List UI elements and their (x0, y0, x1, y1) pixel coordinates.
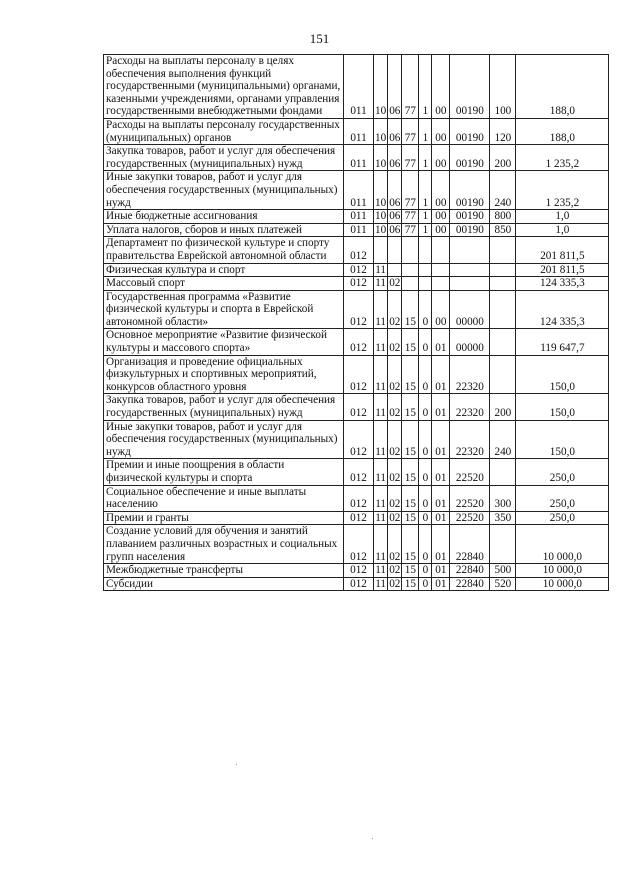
row-name: Закупка товаров, работ и услуг для обеспечения государственных (муниципальных) нужд (104, 394, 344, 420)
subprogram-code: 0 (419, 577, 432, 591)
row-name: Межбюджетные трансферты (104, 564, 344, 578)
expense-type-code (490, 329, 516, 355)
table-row (104, 459, 609, 485)
section-code: 11 (374, 459, 388, 485)
expense-type-code: 300 (490, 485, 516, 511)
amount: 188,0 (516, 55, 609, 119)
subsection-code: 02 (388, 355, 402, 394)
amount: 124 335,3 (516, 277, 609, 291)
section-code: 11 (374, 525, 388, 564)
section-code: 11 (375, 277, 386, 290)
row-name: Премии и иные поощрения в области физической культуры и спорта (104, 459, 344, 485)
subprogram-code: 0 (419, 420, 432, 459)
subprogram-code: 0 (419, 485, 432, 511)
section-code: 10 (374, 171, 388, 210)
row-name: Основное мероприятие «Развитие физической культуры и массового спорта» (104, 329, 344, 355)
table-row (104, 564, 609, 578)
subsection-code: 02 (389, 511, 401, 524)
row-name: Департамент по физической культуре и спорту правительства Еврейской автономной области (104, 237, 344, 263)
subsection-code: 02 (389, 277, 401, 290)
row-name: Социальное обеспечение и иные выплаты населению (104, 485, 344, 511)
expense-type-code: 350 (490, 511, 516, 525)
expense-type-code (490, 263, 516, 277)
direction-code: 22320 (450, 355, 490, 394)
section-code: 11 (375, 577, 386, 590)
activity-code: 01 (432, 329, 450, 355)
program-code: 77 (402, 118, 419, 144)
program-code: 15 (402, 564, 419, 578)
activity-code: 01 (432, 459, 450, 485)
ved-code: 012 (344, 564, 374, 578)
activity-code: 00 (432, 290, 450, 329)
direction-code: 00190 (450, 171, 490, 210)
ved-code: 011 (344, 118, 374, 144)
program-code: 15 (402, 290, 419, 329)
activity-code (432, 237, 450, 263)
expense-type-code: 800 (490, 210, 516, 224)
amount: 250,0 (516, 485, 609, 511)
table-row (104, 210, 609, 224)
amount: 150,0 (516, 420, 609, 459)
program-code: 77 (402, 210, 419, 224)
direction-code: 00190 (450, 210, 490, 224)
expense-type-code: 100 (490, 55, 516, 119)
subprogram-code: 0 (419, 564, 432, 578)
activity-code: 00 (432, 171, 450, 210)
subprogram-code: 1 (419, 145, 432, 171)
program-code (402, 277, 419, 291)
program-code: 15 (402, 329, 419, 355)
ved-code: 011 (344, 145, 374, 171)
expense-type-code (490, 355, 516, 394)
expense-type-code: 120 (490, 118, 516, 144)
subsection-code: 06 (389, 210, 401, 223)
ved-code: 012 (344, 355, 374, 394)
amount: 1,0 (516, 223, 609, 237)
ved-code: 011 (344, 171, 374, 210)
section-code: 10 (374, 118, 388, 144)
activity-code: 01 (432, 355, 450, 394)
table-row (104, 290, 609, 329)
activity-code: 01 (432, 564, 450, 578)
program-code (402, 237, 419, 263)
row-name: Государственная программа «Развитие физической культуры и спорта в Еврейской автономной области» (104, 290, 344, 329)
table-row (104, 55, 609, 119)
subsection-code: 06 (388, 171, 402, 210)
subprogram-code: 1 (419, 210, 432, 224)
amount: 119 647,7 (516, 329, 609, 355)
activity-code: 01 (432, 485, 450, 511)
row-name: Иные закупки товаров, работ и услуг для обеспечения государственных (муниципальных) нужд (104, 171, 344, 210)
subprogram-code: 0 (419, 394, 432, 420)
direction-code: 22520 (450, 459, 490, 485)
subprogram-code: 1 (419, 118, 432, 144)
program-code: 15 (402, 355, 419, 394)
subprogram-code (419, 263, 432, 277)
expense-type-code: 500 (490, 564, 516, 578)
amount: 150,0 (516, 355, 609, 394)
ved-code: 012 (344, 420, 374, 459)
expense-type-code (490, 290, 516, 329)
activity-code (432, 263, 450, 277)
amount: 250,0 (516, 459, 609, 485)
direction-code: 00190 (450, 118, 490, 144)
row-name: Расходы на выплаты персоналу государственных (муниципальных) органов (104, 118, 344, 144)
row-name: Иные бюджетные ассигнования (104, 210, 344, 224)
program-code: 15 (402, 459, 419, 485)
table-row (104, 525, 609, 564)
program-code: 77 (402, 55, 419, 119)
section-code: 11 (374, 420, 388, 459)
amount: 10 000,0 (516, 525, 609, 564)
subsection-code: 02 (389, 564, 401, 577)
subsection-code: 02 (388, 394, 402, 420)
ved-code: 011 (344, 223, 374, 237)
section-code: 10 (374, 145, 388, 171)
subprogram-code: 1 (419, 55, 432, 119)
direction-code (450, 237, 490, 263)
ved-code: 011 (344, 55, 374, 119)
ved-code: 011 (344, 210, 374, 224)
program-code: 15 (402, 420, 419, 459)
program-code: 15 (402, 511, 419, 525)
expense-type-code (490, 525, 516, 564)
ved-code: 012 (344, 394, 374, 420)
expense-type-code (490, 277, 516, 291)
expense-type-code: 200 (490, 145, 516, 171)
subsection-code: 06 (388, 55, 402, 119)
section-code: 11 (375, 564, 386, 577)
table-row (104, 329, 609, 355)
subsection-code: 02 (388, 329, 402, 355)
amount: 1,0 (516, 210, 609, 224)
subsection-code: 02 (388, 290, 402, 329)
row-name: Закупка товаров, работ и услуг для обеспечения государственных (муниципальных) нужд (104, 145, 344, 171)
subprogram-code: 0 (419, 511, 432, 525)
subsection-code: 02 (388, 459, 402, 485)
subprogram-code: 0 (419, 290, 432, 329)
section-code: 10 (374, 55, 388, 119)
subsection-code (388, 237, 402, 263)
activity-code: 01 (432, 577, 450, 591)
subprogram-code: 0 (419, 355, 432, 394)
activity-code: 00 (432, 145, 450, 171)
ved-code: 012 (344, 290, 374, 329)
section-code: 10 (375, 223, 387, 236)
row-name: Физическая культура и спорт (104, 263, 344, 277)
row-name: Уплата налогов, сборов и иных платежей (104, 223, 344, 237)
direction-code: 22840 (450, 564, 490, 578)
direction-code: 22320 (450, 420, 490, 459)
expense-type-code: 200 (490, 394, 516, 420)
ved-code: 012 (344, 459, 374, 485)
subprogram-code: 1 (419, 223, 432, 237)
section-code: 11 (375, 511, 386, 524)
amount: 150,0 (516, 394, 609, 420)
ved-code: 012 (344, 237, 374, 263)
row-name: Организация и проведение официальных физкультурных и спортивных мероприятий, конкурсов областного уровня (104, 355, 344, 394)
direction-code: 22320 (450, 394, 490, 420)
direction-code: 00000 (450, 329, 490, 355)
direction-code: 22520 (450, 485, 490, 511)
activity-code: 00 (432, 118, 450, 144)
page-number: 151 (309, 31, 330, 46)
section-code: 11 (375, 263, 386, 276)
program-code: 77 (402, 171, 419, 210)
scan-speck (372, 838, 373, 839)
amount: 188,0 (516, 118, 609, 144)
subsection-code: 06 (389, 223, 401, 236)
section-code (374, 237, 388, 263)
amount: 124 335,3 (516, 290, 609, 329)
direction-code (450, 263, 490, 277)
activity-code: 00 (432, 55, 450, 119)
subsection-code: 02 (388, 525, 402, 564)
table-row (104, 223, 609, 237)
direction-code: 22840 (450, 525, 490, 564)
ved-code: 012 (344, 577, 374, 591)
amount: 250,0 (516, 511, 609, 525)
subsection-code: 02 (389, 577, 401, 590)
ved-code: 012 (344, 263, 374, 277)
subprogram-code: 1 (419, 171, 432, 210)
direction-code: 00190 (450, 223, 490, 237)
program-code: 77 (402, 145, 419, 171)
row-name: Субсидии (104, 577, 344, 591)
section-code: 11 (374, 355, 388, 394)
activity-code: 01 (432, 420, 450, 459)
table-row (104, 394, 609, 420)
amount: 10 000,0 (516, 564, 609, 578)
program-code: 77 (402, 223, 419, 237)
subprogram-code (419, 277, 432, 291)
direction-code: 00190 (450, 145, 490, 171)
expense-type-code: 850 (490, 223, 516, 237)
subprogram-code: 0 (419, 459, 432, 485)
program-code: 15 (402, 485, 419, 511)
table-row (104, 171, 609, 210)
expense-type-code (490, 237, 516, 263)
table-row (104, 355, 609, 394)
table-row (104, 145, 609, 171)
section-code: 11 (374, 485, 388, 511)
program-code: 15 (402, 394, 419, 420)
subsection-code: 06 (388, 118, 402, 144)
expense-type-code (490, 459, 516, 485)
table-row (104, 420, 609, 459)
ved-code: 012 (344, 329, 374, 355)
subsection-code (388, 263, 402, 277)
direction-code (450, 277, 490, 291)
row-name: Премии и гранты (104, 511, 344, 525)
ved-code: 012 (344, 277, 374, 291)
subprogram-code (419, 237, 432, 263)
program-code: 15 (402, 577, 419, 591)
scan-speck (236, 764, 237, 765)
expense-type-code: 240 (490, 171, 516, 210)
program-code (402, 263, 419, 277)
ved-code: 012 (344, 485, 374, 511)
direction-code: 00190 (450, 55, 490, 119)
table-body (104, 55, 609, 591)
section-code: 11 (374, 394, 388, 420)
table-row (104, 118, 609, 144)
direction-code: 22840 (450, 577, 490, 591)
direction-code: 22520 (450, 511, 490, 525)
table-row (104, 263, 609, 277)
activity-code (432, 277, 450, 291)
section-code: 10 (375, 210, 387, 223)
amount: 10 000,0 (516, 577, 609, 591)
subprogram-code: 0 (419, 525, 432, 564)
activity-code: 01 (432, 525, 450, 564)
ved-code: 012 (344, 511, 374, 525)
table-row (104, 485, 609, 511)
expense-type-code: 520 (490, 577, 516, 591)
row-name: Иные закупки товаров, работ и услуг для обеспечения государственных (муниципальных) нужд (104, 420, 344, 459)
activity-code: 00 (432, 210, 450, 224)
section-code: 11 (374, 329, 388, 355)
activity-code: 00 (432, 223, 450, 237)
row-name: Расходы на выплаты персоналу в целях обеспечения выполнения функций государственными (муниципальными) органами, казенными учреждениями, органами управления государственными внебюджетными фондами (104, 55, 344, 119)
amount: 1 235,2 (516, 145, 609, 171)
table-row (104, 577, 609, 591)
amount: 201 811,5 (516, 237, 609, 263)
direction-code: 00000 (450, 290, 490, 329)
subsection-code: 02 (388, 485, 402, 511)
activity-code: 01 (432, 511, 450, 525)
subsection-code: 06 (388, 145, 402, 171)
subprogram-code: 0 (419, 329, 432, 355)
row-name: Создание условий для обучения и занятий плаванием различных возрастных и социальных групп населения (104, 525, 344, 564)
ved-code: 012 (344, 525, 374, 564)
table-row (104, 237, 609, 263)
subsection-code: 02 (388, 420, 402, 459)
amount: 1 235,2 (516, 171, 609, 210)
budget-table (103, 54, 609, 591)
row-name: Массовый спорт (104, 277, 344, 291)
activity-code: 01 (432, 394, 450, 420)
program-code: 15 (402, 525, 419, 564)
section-code: 11 (374, 290, 388, 329)
expense-type-code: 240 (490, 420, 516, 459)
table-row (104, 277, 609, 291)
amount: 201 811,5 (516, 263, 609, 277)
table-row (104, 511, 609, 525)
